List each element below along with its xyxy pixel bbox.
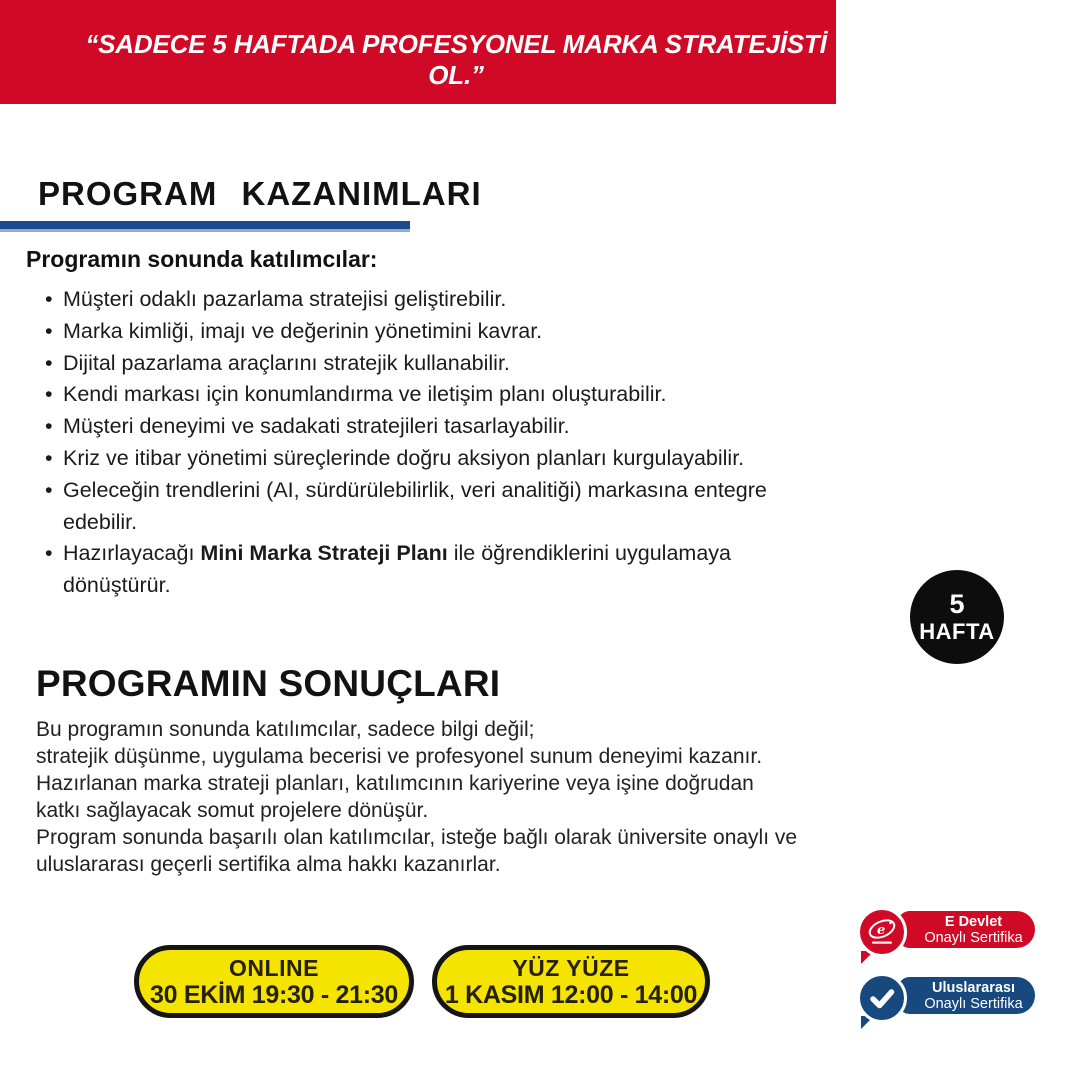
check-icon [862,978,902,1018]
section-title-kazanimlar: PROGRAM KAZANIMLARI [38,175,482,212]
benefit-text: Kendi markası için konumlandırma ve iletişim planı oluşturabilir. [63,382,667,407]
certificate-subtitle: Onaylı Sertifika [924,995,1023,1012]
benefit-item [44,411,810,443]
e-devlet-logo-icon [857,907,907,957]
title-underline [0,221,410,232]
benefit-item [44,316,810,348]
certificate-badge-uluslararasi [898,977,1035,1014]
benefit-item [44,443,810,475]
top-banner [0,0,836,104]
benefit-text-bold: Mini Marka Strateji Planı [200,541,448,566]
banner-quote: “SADECE 5 HAFTADA PROFESYONEL MARKA STRATEJİSTİ OL.” [85,29,827,90]
benefit-item [44,538,810,602]
session-mode: YÜZ YÜZE [512,954,630,981]
week-label: HAFTA [919,618,995,644]
results-line: Bu programın sonunda katılımcılar, sadece bilgi değil; [36,718,535,741]
results-line: uluslararası geçerli sertifika alma hakkı kazanırlar. [36,852,501,876]
certificate-title: Uluslararası [931,979,1016,996]
benefit-text: Geleceğin trendlerini (AI, sürdürülebilirlik, veri analitiği) markasına entegre edebilir. [63,477,767,534]
benefit-item [44,348,810,380]
benefit-text: Kriz ve itibar yönetimi süreçlerinde doğru aksiyon planları kurgulayabilir. [63,445,745,470]
session-mode: ONLINE [229,954,319,981]
results-line: Program sonunda başarılı olan katılımcılar, isteğe bağlı olarak üniversite onaylı ve [36,825,798,849]
results-line: Hazırlanan marka strateji planları, katılımcının kariyerine veya işine doğrudan [36,771,754,795]
benefit-text: Müşteri odaklı pazarlama stratejisi geliştirebilir. [63,287,507,311]
check-icon [857,973,907,1023]
session-schedule: 30 EKİM 19:30 - 21:30 [150,980,398,1009]
benefit-text: Dijital pazarlama araçlarını stratejik kullanabilir. [63,350,510,375]
certificate-title: E Devlet [944,913,1003,930]
intro-text: Programın sonunda katılımcılar: [26,246,378,272]
benefit-text: Marka kimliği, imajı ve değerinin yönetimini kavrar. [63,318,543,343]
session-pill-online [134,945,414,1018]
session-pill-yuzyuze [432,945,710,1018]
certificate-badge-edevlet [898,911,1035,948]
benefit-text: Hazırlayacağı [63,541,201,566]
svg-text:e: e [877,923,886,938]
week-number: 5 [949,588,965,619]
e-devlet-logo-icon [862,912,902,952]
results-paragraph [36,717,797,878]
benefit-item [44,284,810,316]
week-badge [910,570,1004,664]
benefit-item [44,475,810,539]
benefit-list [44,284,810,602]
certificate-subtitle: Onaylı Sertifika [924,929,1023,946]
benefit-text: Müşteri deneyimi ve sadakati stratejileri tasarlayabilir. [63,414,570,439]
benefit-item [44,379,810,411]
session-schedule: 1 KASIM 12:00 - 14:00 [444,980,698,1009]
results-line: stratejik düşünme, uygulama becerisi ve profesyonel sunum deneyimi kazanır. [36,744,763,768]
results-line: katkı sağlayacak somut projelere dönüşür. [36,798,429,822]
benefit-text: ile öğrendiklerini uygulamaya dönüştürür. [63,541,731,598]
section-title-sonuclar: PROGRAMIN SONUÇLARI [36,663,501,704]
